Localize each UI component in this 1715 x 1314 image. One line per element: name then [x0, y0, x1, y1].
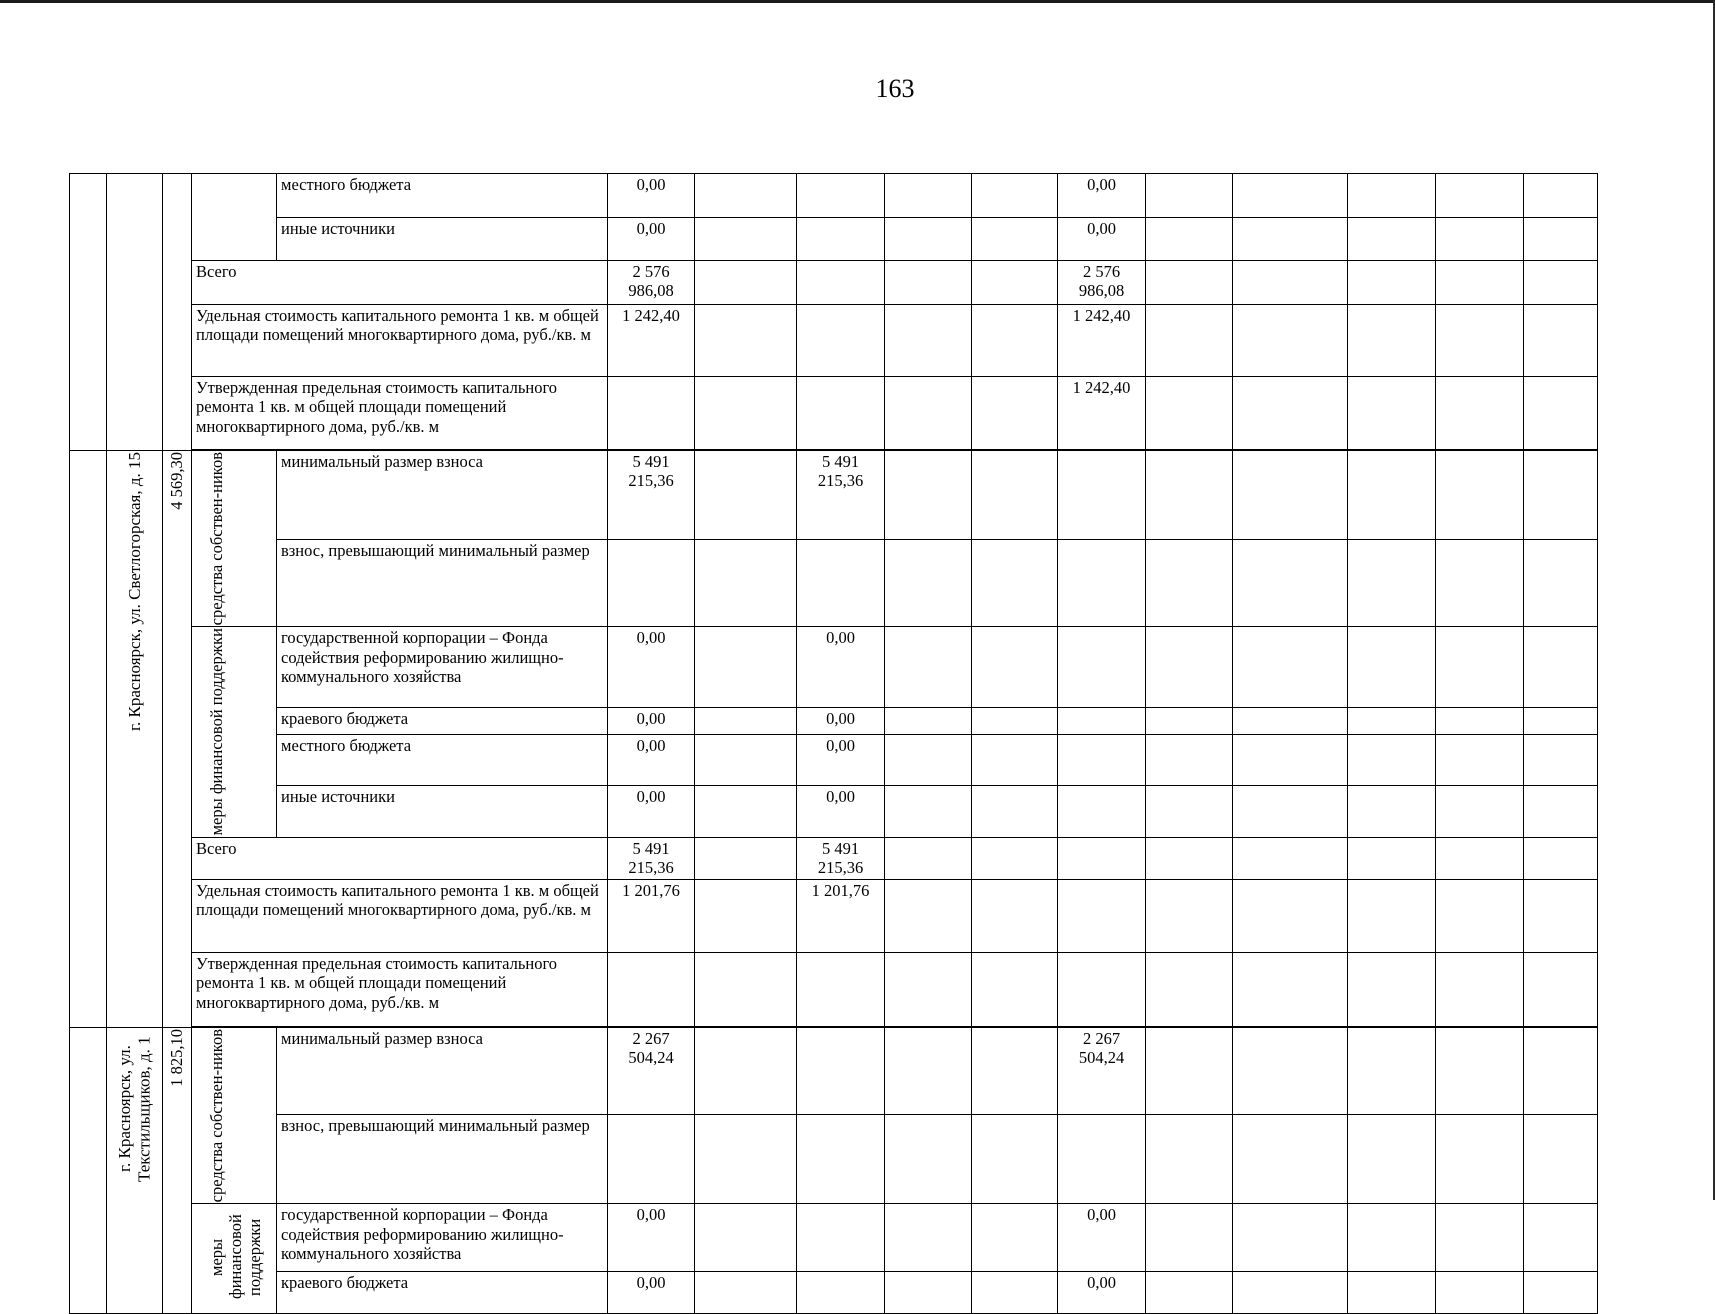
value-cell: 0,00	[1058, 174, 1146, 218]
value-cell: 2 576 986,08	[1058, 261, 1146, 305]
value-cell: 1 201,76	[797, 879, 885, 952]
value-cell: 0,00	[608, 174, 695, 218]
address-cell	[107, 174, 163, 451]
table-row	[70, 627, 1598, 708]
row-label: иные источники	[277, 218, 608, 261]
group-cell	[192, 451, 277, 627]
value-cell: 0,00	[797, 785, 885, 837]
group-label: средства собствен-ников	[207, 452, 226, 626]
table-row	[70, 377, 1598, 450]
row-label: минимальный размер взноса	[277, 1027, 608, 1114]
value-cell: 5 491 215,36	[797, 837, 885, 879]
scan-top-edge	[0, 0, 1715, 3]
table-row	[70, 952, 1598, 1026]
table-row	[70, 451, 1598, 540]
house-area: 4 569,30	[166, 452, 186, 510]
row-label: краевого бюджета	[277, 707, 608, 734]
value-cell: 1 242,40	[1058, 377, 1146, 450]
value-cell: 0,00	[608, 627, 695, 708]
row-label: взнос, превышающий минимальный размер	[277, 1114, 608, 1203]
house-area: 1 825,10	[166, 1028, 186, 1087]
table-row	[70, 218, 1598, 261]
value-cell: 1 242,40	[1058, 305, 1146, 377]
value-cell: 5 491 215,36	[797, 451, 885, 540]
group-cell	[192, 174, 277, 261]
table-row	[70, 1114, 1598, 1203]
area-cell	[163, 451, 192, 1028]
house-address: г. Красноярск, ул. Светлогорская, д. 15	[124, 452, 144, 732]
row-label: минимальный размер взноса	[277, 451, 608, 540]
row-label: Удельная стоимость капитального ремонта 1 кв. м общей площади помещений многоквартирного дома, руб./кв. м	[192, 305, 608, 377]
area-cell	[163, 174, 192, 451]
value-cell: 0,00	[797, 627, 885, 708]
table-row	[70, 1272, 1598, 1314]
capital-repair-table	[69, 173, 1598, 1314]
value-cell: 0,00	[1058, 1204, 1146, 1272]
value-cell: 0,00	[797, 734, 885, 785]
row-label: государственной корпорации – Фонда содействия реформированию жилищно-коммунального хозяйства	[277, 1204, 608, 1272]
row-label: взнос, превышающий минимальный размер	[277, 540, 608, 627]
table-row	[70, 879, 1598, 952]
row-label: Утвержденная предельная стоимость капитального ремонта 1 кв. м общей площади помещений многоквартирного дома, руб./кв. м	[192, 952, 608, 1026]
table-row	[70, 734, 1598, 785]
value-cell: 2 576 986,08	[608, 261, 695, 305]
row-label: краевого бюджета	[277, 1272, 608, 1314]
value-cell: 0,00	[608, 218, 695, 261]
address-cell	[107, 1027, 163, 1313]
row-label: Всего	[192, 261, 608, 305]
value-cell: 5 491 215,36	[608, 837, 695, 879]
group-label: средства собствен-ников	[207, 1028, 226, 1203]
group-cell	[192, 1027, 277, 1203]
row-label: местного бюджета	[277, 734, 608, 785]
value-cell: 0,00	[608, 707, 695, 734]
index-cell	[70, 1027, 107, 1313]
area-cell	[163, 1027, 192, 1313]
row-label: Удельная стоимость капитального ремонта 1 кв. м общей площади помещений многоквартирного дома, руб./кв. м	[192, 879, 608, 952]
address-cell	[107, 451, 163, 1028]
value-cell: 0,00	[797, 707, 885, 734]
value-cell: 5 491 215,36	[608, 451, 695, 540]
value-cell: 2 267 504,24	[608, 1027, 695, 1114]
table-row	[70, 261, 1598, 305]
group-cell	[192, 627, 277, 837]
group-label: меры финансовой поддержки	[207, 1214, 264, 1300]
table-row	[70, 1204, 1598, 1272]
index-cell	[70, 174, 107, 451]
table-row	[70, 1027, 1598, 1114]
value-cell: 0,00	[1058, 218, 1146, 261]
index-cell	[70, 451, 107, 1028]
table-row	[70, 785, 1598, 837]
value-cell: 0,00	[608, 1272, 695, 1314]
value-cell: 0,00	[1058, 1272, 1146, 1314]
table-row	[70, 540, 1598, 627]
value-cell: 0,00	[608, 734, 695, 785]
row-label: Утвержденная предельная стоимость капитального ремонта 1 кв. м общей площади помещений многоквартирного дома, руб./кв. м	[192, 377, 608, 450]
row-label: государственной корпорации – Фонда содействия реформированию жилищно-коммунального хозяйства	[277, 627, 608, 708]
value-cell: 0,00	[608, 785, 695, 837]
table-row	[70, 707, 1598, 734]
group-cell	[192, 1204, 277, 1314]
value-cell: 1 242,40	[608, 305, 695, 377]
row-label: Всего	[192, 837, 608, 879]
value-cell: 0,00	[608, 1204, 695, 1272]
value-cell: 1 201,76	[608, 879, 695, 952]
row-label: местного бюджета	[277, 174, 608, 218]
group-label: меры финансовой поддержки	[207, 628, 226, 836]
table-row	[70, 837, 1598, 879]
table-row	[70, 174, 1598, 218]
row-label: иные источники	[277, 785, 608, 837]
page-number: 163	[875, 74, 915, 103]
value-cell: 2 267 504,24	[1058, 1027, 1146, 1114]
house-address: г. Красноярск, ул. Текстильщиков, д. 1	[114, 1035, 154, 1182]
table-row	[70, 305, 1598, 377]
